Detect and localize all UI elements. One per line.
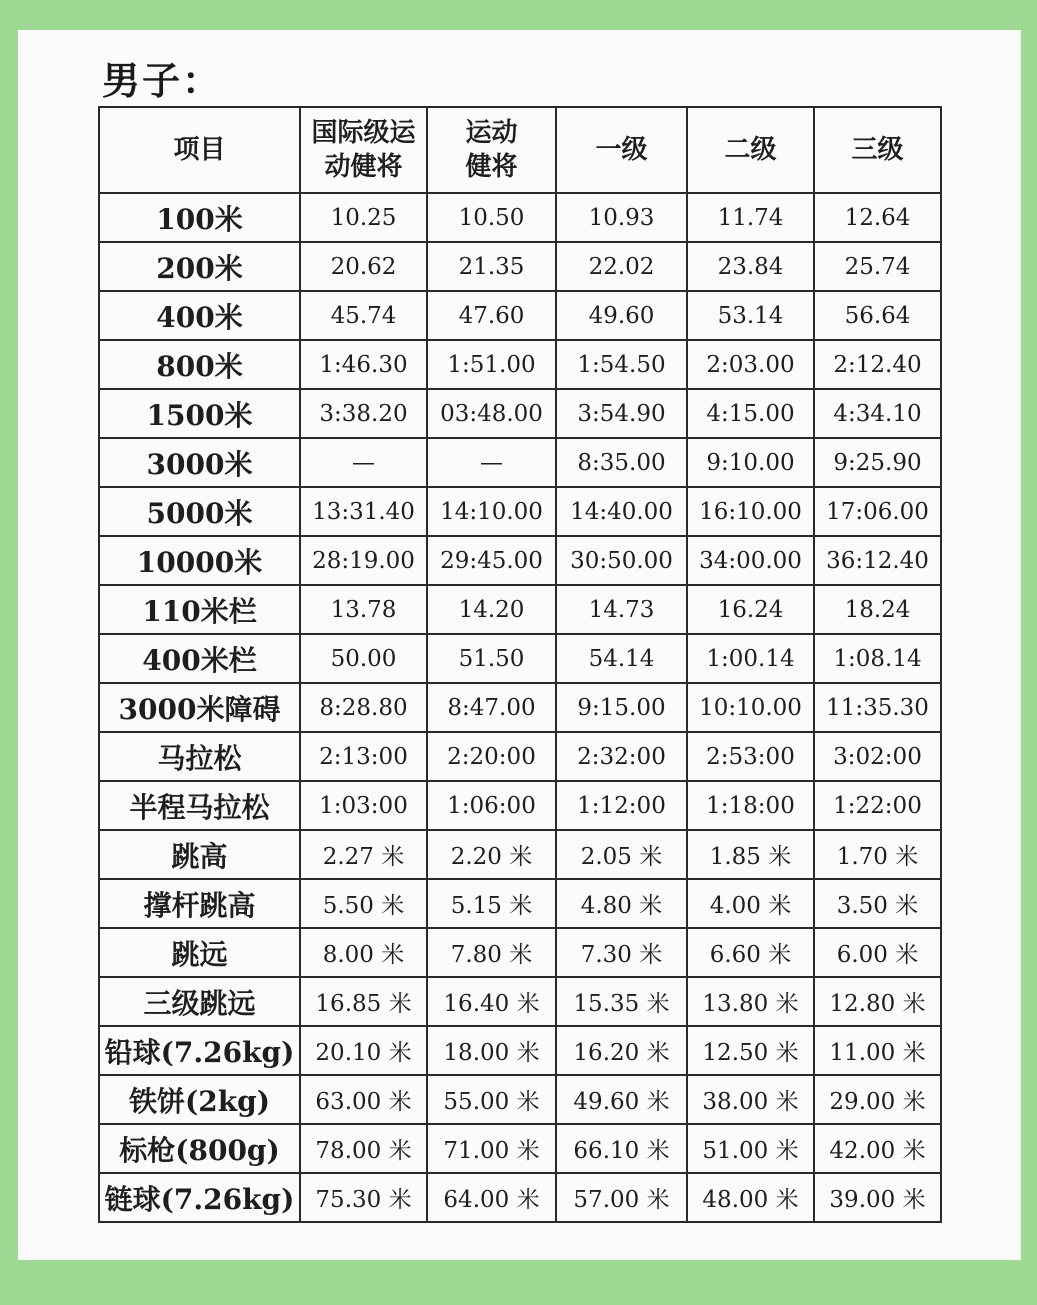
international-master-value: 3:38.20 bbox=[300, 389, 427, 438]
second-class-value: 1:00.14 bbox=[687, 634, 814, 683]
table-row bbox=[99, 1026, 941, 1075]
master-value: 1:51.00 bbox=[427, 340, 556, 389]
second-class-value: 51.00 米 bbox=[687, 1124, 814, 1173]
third-class-value: 42.00 米 bbox=[814, 1124, 941, 1173]
third-class-value: 4:34.10 bbox=[814, 389, 941, 438]
second-class-value: 16.24 bbox=[687, 585, 814, 634]
table-row bbox=[99, 879, 941, 928]
third-class-value: 2:12.40 bbox=[814, 340, 941, 389]
event-name: 链球(7.26kg) bbox=[99, 1173, 300, 1222]
second-class-value: 38.00 米 bbox=[687, 1075, 814, 1124]
first-class-value: 14:40.00 bbox=[556, 487, 687, 536]
master-value: 7.80 米 bbox=[427, 928, 556, 977]
header-first-class: 一级 bbox=[556, 107, 687, 193]
international-master-value: 28:19.00 bbox=[300, 536, 427, 585]
second-class-value: 13.80 米 bbox=[687, 977, 814, 1026]
international-master-value: 63.00 米 bbox=[300, 1075, 427, 1124]
first-class-value: 3:54.90 bbox=[556, 389, 687, 438]
master-value: 1:06:00 bbox=[427, 781, 556, 830]
third-class-value: 17:06.00 bbox=[814, 487, 941, 536]
second-class-value: 2:53:00 bbox=[687, 732, 814, 781]
table-row bbox=[99, 634, 941, 683]
first-class-value: 7.30 米 bbox=[556, 928, 687, 977]
table-body bbox=[99, 193, 941, 1222]
first-class-value: 1:54.50 bbox=[556, 340, 687, 389]
second-class-value: 9:10.00 bbox=[687, 438, 814, 487]
first-class-value: 10.93 bbox=[556, 193, 687, 242]
second-class-value: 23.84 bbox=[687, 242, 814, 291]
event-name: 1500米 bbox=[99, 389, 300, 438]
event-name: 100米 bbox=[99, 193, 300, 242]
first-class-value: 66.10 米 bbox=[556, 1124, 687, 1173]
event-name: 铁饼(2kg) bbox=[99, 1075, 300, 1124]
second-class-value: 16:10.00 bbox=[687, 487, 814, 536]
event-name: 5000米 bbox=[99, 487, 300, 536]
table-header bbox=[99, 107, 941, 193]
third-class-value: 3:02:00 bbox=[814, 732, 941, 781]
third-class-value: 12.80 米 bbox=[814, 977, 941, 1026]
master-value: 5.15 米 bbox=[427, 879, 556, 928]
event-name: 马拉松 bbox=[99, 732, 300, 781]
event-name: 200米 bbox=[99, 242, 300, 291]
third-class-value: 1:08.14 bbox=[814, 634, 941, 683]
third-class-value: 56.64 bbox=[814, 291, 941, 340]
header-second-class: 二级 bbox=[687, 107, 814, 193]
second-class-value: 6.60 米 bbox=[687, 928, 814, 977]
header-international-master-label: 国际级运动健将 bbox=[311, 118, 416, 182]
table-row bbox=[99, 536, 941, 585]
master-value: 71.00 米 bbox=[427, 1124, 556, 1173]
first-class-value: 16.20 米 bbox=[556, 1026, 687, 1075]
master-value: 64.00 米 bbox=[427, 1173, 556, 1222]
master-value: 14.20 bbox=[427, 585, 556, 634]
header-row bbox=[99, 107, 941, 193]
third-class-value: 6.00 米 bbox=[814, 928, 941, 977]
event-name: 铅球(7.26kg) bbox=[99, 1026, 300, 1075]
second-class-value: 1.85 米 bbox=[687, 830, 814, 879]
first-class-value: 49.60 bbox=[556, 291, 687, 340]
third-class-value: 12.64 bbox=[814, 193, 941, 242]
third-class-value: 39.00 米 bbox=[814, 1173, 941, 1222]
international-master-value: — bbox=[300, 438, 427, 487]
second-class-value: 2:03.00 bbox=[687, 340, 814, 389]
first-class-value: 49.60 米 bbox=[556, 1075, 687, 1124]
event-name: 跳远 bbox=[99, 928, 300, 977]
event-name: 3000米 bbox=[99, 438, 300, 487]
international-master-value: 2.27 米 bbox=[300, 830, 427, 879]
third-class-value: 11.00 米 bbox=[814, 1026, 941, 1075]
first-class-value: 2.05 米 bbox=[556, 830, 687, 879]
international-master-value: 10.25 bbox=[300, 193, 427, 242]
first-class-value: 30:50.00 bbox=[556, 536, 687, 585]
document-page bbox=[18, 30, 1021, 1260]
header-master bbox=[427, 107, 556, 193]
first-class-value: 1:12:00 bbox=[556, 781, 687, 830]
third-class-value: 1:22:00 bbox=[814, 781, 941, 830]
first-class-value: 9:15.00 bbox=[556, 683, 687, 732]
event-name: 400米栏 bbox=[99, 634, 300, 683]
table-row bbox=[99, 487, 941, 536]
international-master-value: 1:03:00 bbox=[300, 781, 427, 830]
international-master-value: 75.30 米 bbox=[300, 1173, 427, 1222]
second-class-value: 4.00 米 bbox=[687, 879, 814, 928]
event-name: 跳高 bbox=[99, 830, 300, 879]
second-class-value: 12.50 米 bbox=[687, 1026, 814, 1075]
master-value: 16.40 米 bbox=[427, 977, 556, 1026]
master-value: 2:20:00 bbox=[427, 732, 556, 781]
event-name: 半程马拉松 bbox=[99, 781, 300, 830]
event-name: 10000米 bbox=[99, 536, 300, 585]
first-class-value: 14.73 bbox=[556, 585, 687, 634]
header-third-class: 三级 bbox=[814, 107, 941, 193]
international-master-value: 5.50 米 bbox=[300, 879, 427, 928]
table-row bbox=[99, 438, 941, 487]
table-row bbox=[99, 781, 941, 830]
second-class-value: 10:10.00 bbox=[687, 683, 814, 732]
table-row bbox=[99, 1075, 941, 1124]
table-row bbox=[99, 585, 941, 634]
international-master-value: 1:46.30 bbox=[300, 340, 427, 389]
third-class-value: 1.70 米 bbox=[814, 830, 941, 879]
table-row bbox=[99, 977, 941, 1026]
standards-table bbox=[98, 106, 942, 1223]
first-class-value: 2:32:00 bbox=[556, 732, 687, 781]
table-row bbox=[99, 928, 941, 977]
first-class-value: 8:35.00 bbox=[556, 438, 687, 487]
international-master-value: 20.10 米 bbox=[300, 1026, 427, 1075]
master-value: 55.00 米 bbox=[427, 1075, 556, 1124]
international-master-value: 78.00 米 bbox=[300, 1124, 427, 1173]
table-row bbox=[99, 1124, 941, 1173]
master-value: 18.00 米 bbox=[427, 1026, 556, 1075]
event-name: 110米栏 bbox=[99, 585, 300, 634]
third-class-value: 9:25.90 bbox=[814, 438, 941, 487]
master-value: 51.50 bbox=[427, 634, 556, 683]
table-row bbox=[99, 1173, 941, 1222]
master-value: — bbox=[427, 438, 556, 487]
master-value: 47.60 bbox=[427, 291, 556, 340]
master-value: 21.35 bbox=[427, 242, 556, 291]
master-value: 29:45.00 bbox=[427, 536, 556, 585]
international-master-value: 13.78 bbox=[300, 585, 427, 634]
first-class-value: 54.14 bbox=[556, 634, 687, 683]
master-value: 8:47.00 bbox=[427, 683, 556, 732]
first-class-value: 22.02 bbox=[556, 242, 687, 291]
header-event: 项目 bbox=[99, 107, 300, 193]
second-class-value: 4:15.00 bbox=[687, 389, 814, 438]
second-class-value: 11.74 bbox=[687, 193, 814, 242]
table-row bbox=[99, 193, 941, 242]
second-class-value: 34:00.00 bbox=[687, 536, 814, 585]
international-master-value: 2:13:00 bbox=[300, 732, 427, 781]
international-master-value: 45.74 bbox=[300, 291, 427, 340]
table-row bbox=[99, 242, 941, 291]
second-class-value: 1:18:00 bbox=[687, 781, 814, 830]
header-international-master bbox=[300, 107, 427, 193]
international-master-value: 50.00 bbox=[300, 634, 427, 683]
table-row bbox=[99, 683, 941, 732]
table-row bbox=[99, 291, 941, 340]
table-row bbox=[99, 340, 941, 389]
third-class-value: 29.00 米 bbox=[814, 1075, 941, 1124]
first-class-value: 4.80 米 bbox=[556, 879, 687, 928]
event-name: 三级跳远 bbox=[99, 977, 300, 1026]
international-master-value: 16.85 米 bbox=[300, 977, 427, 1026]
table-row bbox=[99, 830, 941, 879]
event-name: 标枪(800g) bbox=[99, 1124, 300, 1173]
third-class-value: 3.50 米 bbox=[814, 879, 941, 928]
third-class-value: 18.24 bbox=[814, 585, 941, 634]
event-name: 400米 bbox=[99, 291, 300, 340]
section-title: 男子： bbox=[102, 58, 223, 103]
table-row bbox=[99, 389, 941, 438]
event-name: 800米 bbox=[99, 340, 300, 389]
header-master-label: 运动健将 bbox=[465, 118, 518, 182]
third-class-value: 36:12.40 bbox=[814, 536, 941, 585]
master-value: 03:48.00 bbox=[427, 389, 556, 438]
first-class-value: 57.00 米 bbox=[556, 1173, 687, 1222]
third-class-value: 11:35.30 bbox=[814, 683, 941, 732]
second-class-value: 48.00 米 bbox=[687, 1173, 814, 1222]
master-value: 14:10.00 bbox=[427, 487, 556, 536]
international-master-value: 8:28.80 bbox=[300, 683, 427, 732]
table-row bbox=[99, 732, 941, 781]
international-master-value: 20.62 bbox=[300, 242, 427, 291]
international-master-value: 8.00 米 bbox=[300, 928, 427, 977]
master-value: 2.20 米 bbox=[427, 830, 556, 879]
third-class-value: 25.74 bbox=[814, 242, 941, 291]
master-value: 10.50 bbox=[427, 193, 556, 242]
second-class-value: 53.14 bbox=[687, 291, 814, 340]
international-master-value: 13:31.40 bbox=[300, 487, 427, 536]
event-name: 撑杆跳高 bbox=[99, 879, 300, 928]
event-name: 3000米障碍 bbox=[99, 683, 300, 732]
first-class-value: 15.35 米 bbox=[556, 977, 687, 1026]
